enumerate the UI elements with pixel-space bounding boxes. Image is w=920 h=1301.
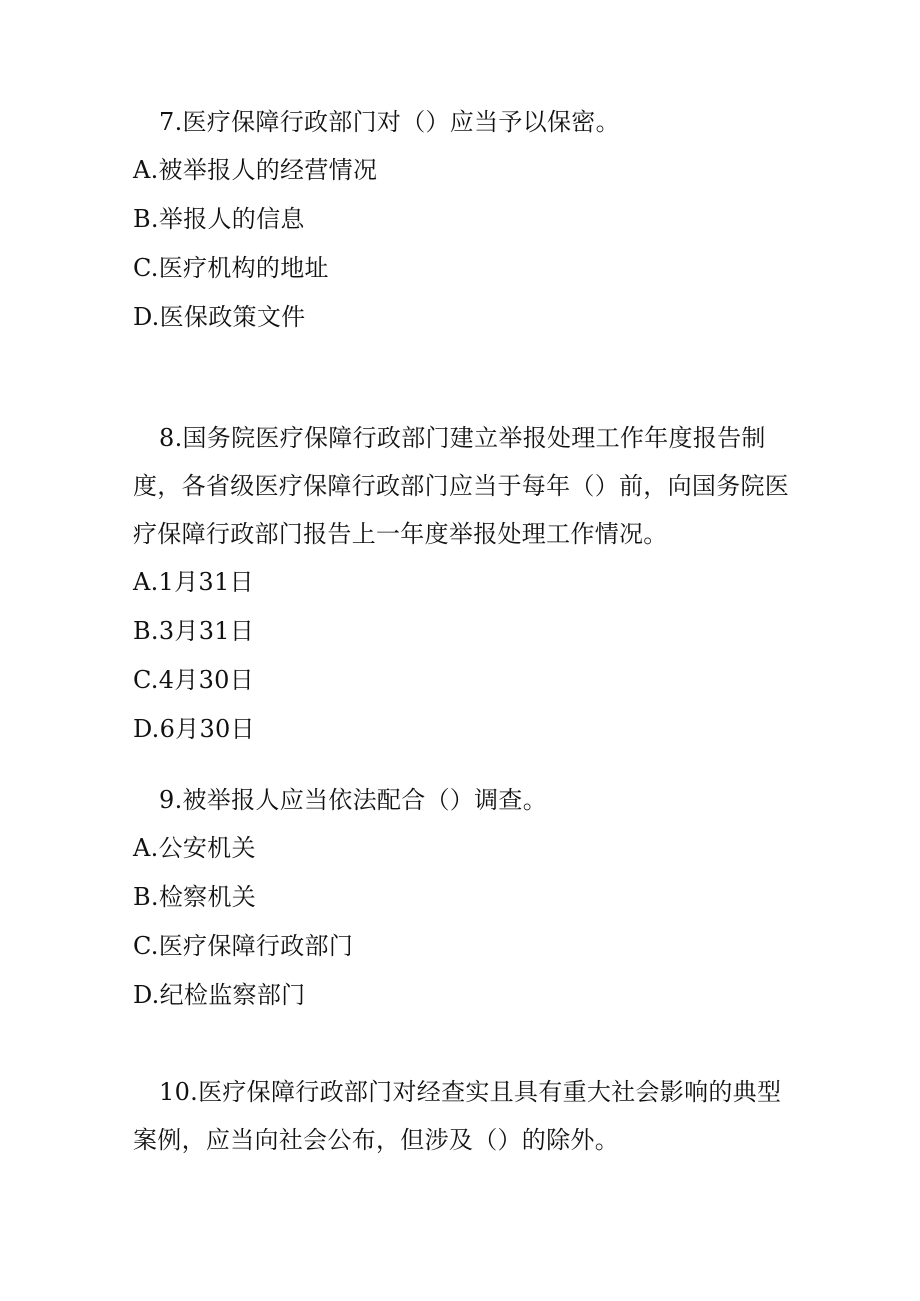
option-d: D.医保政策文件 [133, 303, 306, 331]
option-b: B.3月31日 [133, 617, 255, 645]
option-d: D.6月30日 [133, 715, 255, 743]
option-a: A.公安机关 [133, 834, 256, 862]
question-7 [133, 98, 798, 342]
question-9 [133, 776, 798, 1020]
question-stem: 8.国务院医疗保障行政部门建立举报处理工作年度报告制度，各省级医疗保障行政部门应当于每年（）前，向国务院医疗保障行政部门报告上一年度举报处理工作情况。 [133, 424, 790, 548]
option-d: D.纪检监察部门 [133, 981, 306, 1009]
option-a: A.1月31日 [133, 568, 254, 596]
question-stem: 7.医疗保障行政部门对（）应当予以保密。 [159, 108, 620, 136]
question-10 [133, 1068, 798, 1164]
option-c: C.4月30日 [133, 666, 255, 694]
option-a: A.被举报人的经营情况 [133, 156, 378, 184]
option-b: B.检察机关 [133, 883, 257, 911]
option-c: C.医疗保障行政部门 [133, 932, 354, 960]
question-stem: 9.被举报人应当依法配合（）调查。 [159, 786, 547, 814]
option-b: B.举报人的信息 [133, 205, 305, 233]
question-stem: 10.医疗保障行政部门对经查实且具有重大社会影响的典型案例，应当向社会公布，但涉及（）的除外。 [133, 1078, 782, 1154]
option-c: C.医疗机构的地址 [133, 254, 329, 282]
question-8 [133, 414, 798, 754]
